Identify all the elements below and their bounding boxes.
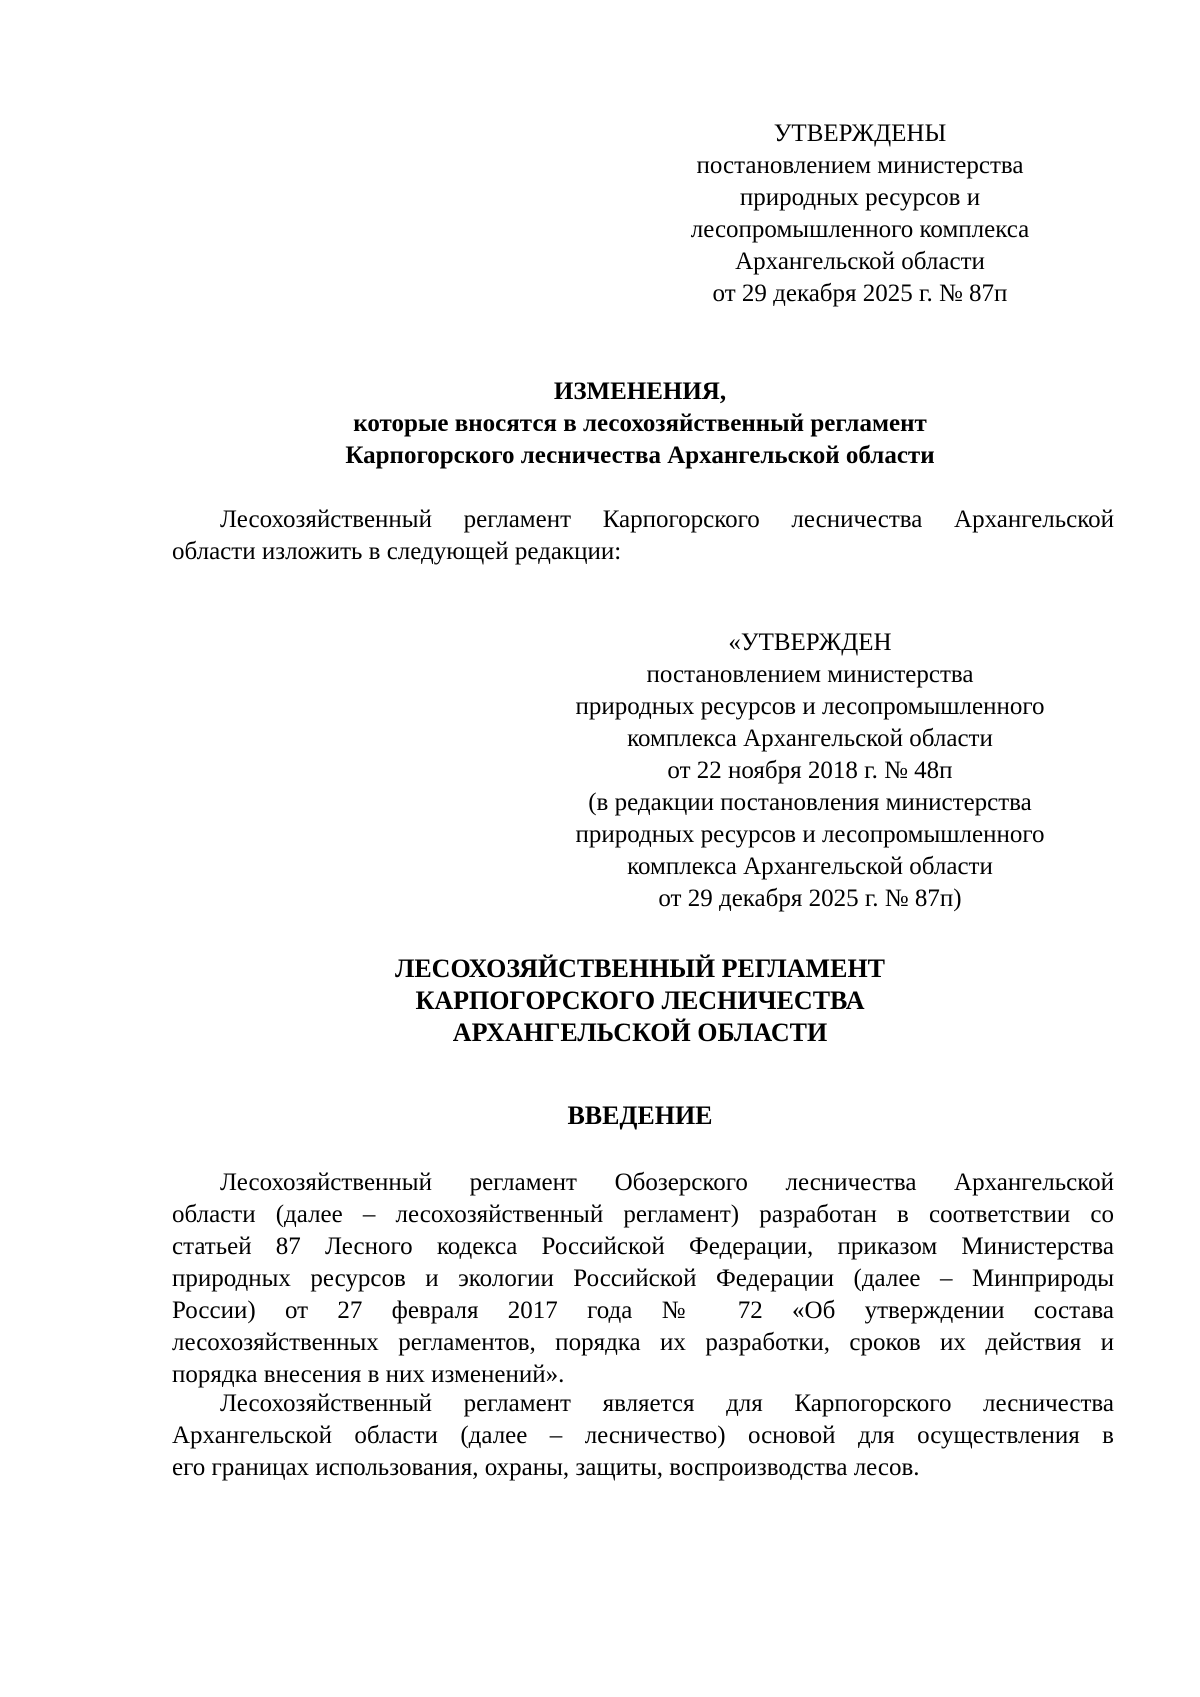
regulation-stamp-line: (в редакции постановления министерства — [588, 789, 1032, 816]
approval-stamp-line: постановлением министерства — [696, 152, 1024, 179]
approval-stamp-title: УТВЕРЖДЕНЫ — [773, 120, 947, 147]
changes-heading-line: Карпогорского лесничества Архангельской области — [345, 442, 935, 469]
paragraph-line: области (далее – лесохозяйственный регламент) разработан в соответствии со — [172, 1201, 1114, 1228]
section-heading — [160, 1100, 1120, 1132]
paragraph-line: его границах использования, охраны, защиты, воспроизводства лесов. — [172, 1454, 920, 1481]
approval-stamp-date: от 29 декабря 2025 г. № 87п — [712, 280, 1008, 307]
changes-heading-line: которые вносятся в лесохозяйственный регламент — [353, 410, 927, 437]
approval-stamp-line: лесопромышленного комплекса — [690, 216, 1030, 243]
regulation-title-line: АРХАНГЕЛЬСКОЙ ОБЛАСТИ — [452, 1018, 828, 1047]
paragraph-line: Лесохозяйственный регламент является для Карпогорского лесничества — [220, 1390, 1114, 1417]
regulation-title-line: КАРПОГОРСКОГО ЛЕСНИЧЕСТВА — [415, 986, 865, 1015]
approval-stamp-line: природных ресурсов и — [739, 184, 981, 211]
paragraph-line: статьей 87 Лесного кодекса Российской Федерации, приказом Министерства — [172, 1233, 1114, 1260]
regulation-stamp-line: постановлением министерства — [646, 661, 974, 688]
section-heading-text: ВВЕДЕНИЕ — [567, 1101, 713, 1130]
body-paragraph-1 — [172, 1167, 1114, 1391]
intro-paragraph — [172, 504, 1114, 568]
paragraph-line: Лесохозяйственный регламент Карпогорского лесничества Архангельской — [220, 506, 1114, 533]
paragraph-line: Лесохозяйственный регламент Обозерского лесничества Архангельской — [220, 1169, 1114, 1196]
regulation-stamp-line: природных ресурсов и лесопромышленного — [575, 693, 1045, 720]
changes-heading — [160, 376, 1120, 472]
regulation-stamp — [520, 627, 1100, 915]
regulation-stamp-line: природных ресурсов и лесопромышленного — [575, 821, 1045, 848]
paragraph-line: лесохозяйственных регламентов, порядка их разработки, сроков их действия и — [172, 1329, 1114, 1356]
paragraph-line: природных ресурсов и экологии Российской Федерации (далее – Минприроды — [172, 1265, 1114, 1292]
regulation-stamp-title: «УТВЕРЖДЕН — [728, 629, 892, 656]
regulation-stamp-date: от 29 декабря 2025 г. № 87п) — [658, 885, 962, 912]
paragraph-line: области изложить в следующей редакции: — [172, 538, 622, 565]
approval-stamp-line: Архангельской области — [735, 248, 985, 275]
regulation-title — [160, 953, 1120, 1049]
paragraph-line: порядка внесения в них изменений». — [172, 1361, 565, 1388]
regulation-stamp-date: от 22 ноября 2018 г. № 48п — [667, 757, 953, 784]
regulation-stamp-line: комплекса Архангельской области — [627, 725, 993, 752]
regulation-stamp-line: комплекса Архангельской области — [627, 853, 993, 880]
regulation-title-line: ЛЕСОХОЗЯЙСТВЕННЫЙ РЕГЛАМЕНТ — [394, 954, 886, 983]
paragraph-line: Архангельской области (далее – лесничество) основой для осуществления в — [172, 1422, 1114, 1449]
approval-stamp — [600, 118, 1120, 310]
body-paragraph-2 — [172, 1388, 1114, 1484]
changes-heading-title: ИЗМЕНЕНИЯ, — [553, 378, 727, 405]
paragraph-line: России) от 27 февраля 2017 года № 72 «Об утверждении состава — [172, 1297, 1114, 1324]
